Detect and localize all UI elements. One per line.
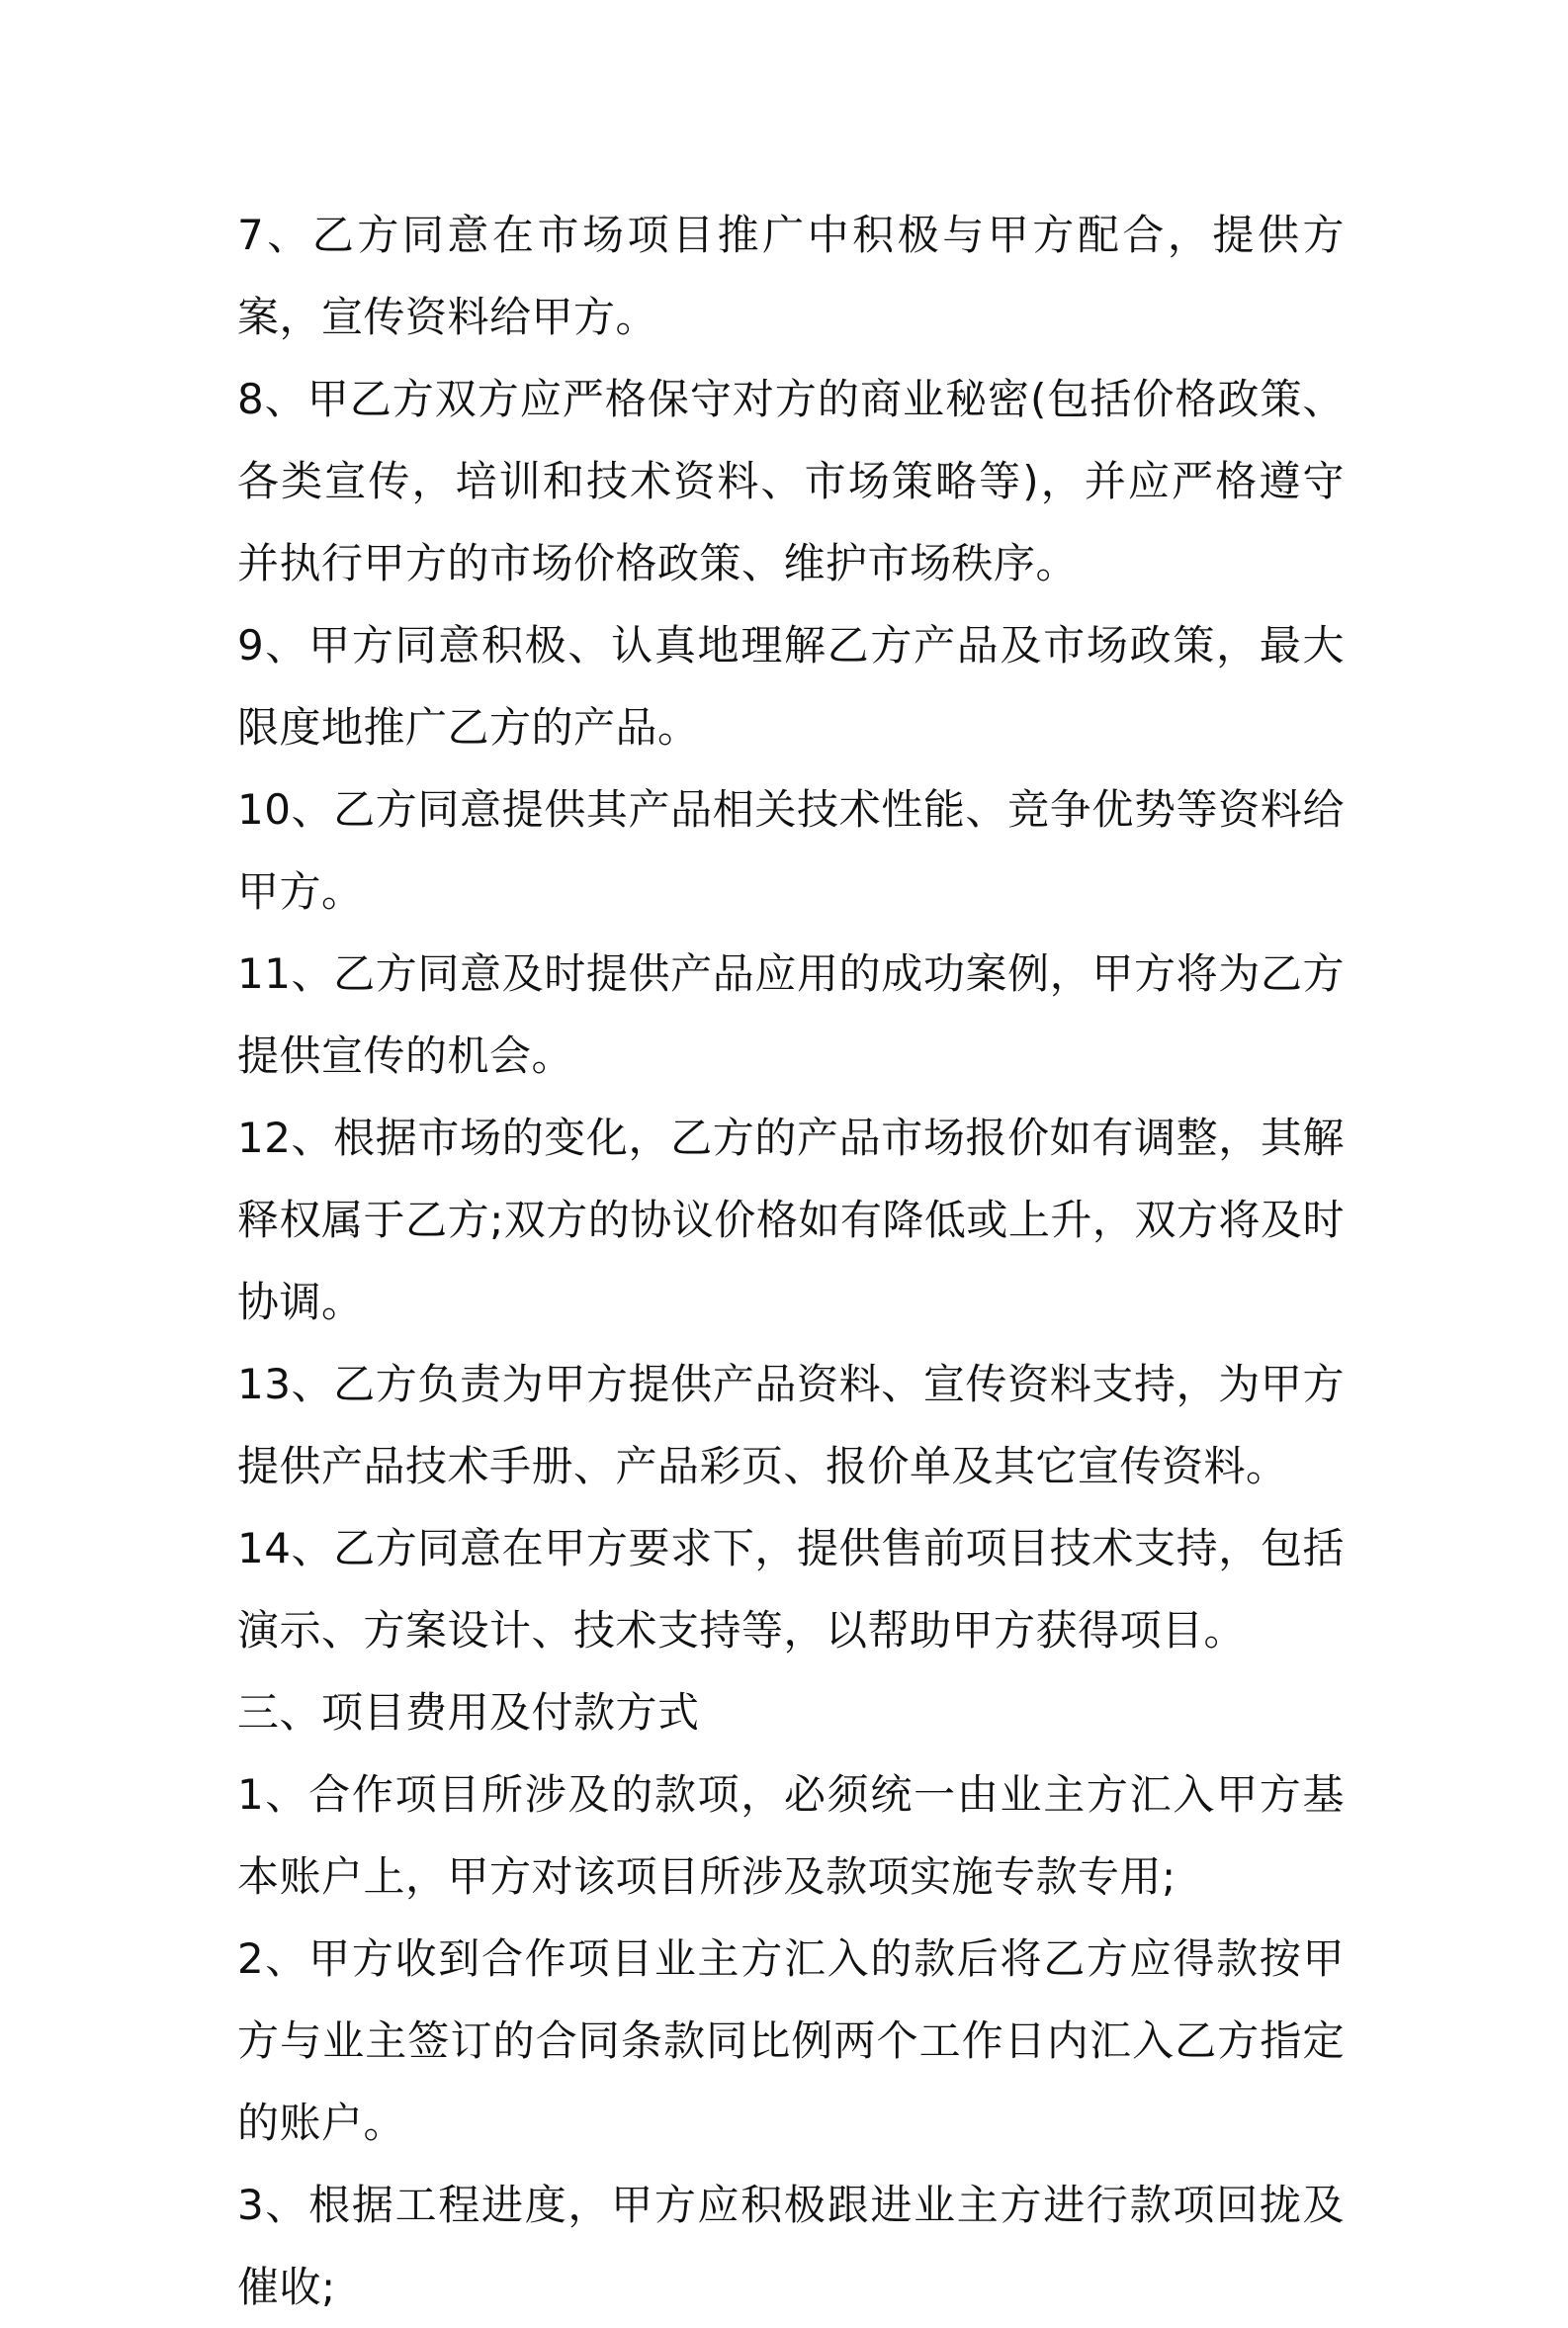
clause-12: 12、根据市场的变化，乙方的产品市场报价如有调整，其解释权属于乙方;双方的协议价格如有降低或上升，双方将及时协调。	[237, 1114, 1345, 1326]
payment-clause-1: 1、合作项目所涉及的款项，必须统一由业主方汇入甲方基本账户上，甲方对该项目所涉及款项实施专款专用;	[237, 1770, 1345, 1901]
clause-10: 10、乙方同意提供其产品相关技术性能、竞争优势等资料给甲方。	[237, 785, 1345, 916]
clause-8: 8、甲乙方双方应严格保守对方的商业秘密(包括价格政策、各类宣传，培训和技术资料、市场策略等)，并应严格遵守并执行甲方的市场价格政策、维护市场秩序。	[237, 375, 1345, 587]
clause-9: 9、甲方同意积极、认真地理解乙方产品及市场政策，最大限度地推广乙方的产品。	[237, 621, 1345, 752]
section-heading-3: 三、项目费用及付款方式	[237, 1688, 700, 1737]
clause-11: 11、乙方同意及时提供产品应用的成功案例，甲方将为乙方提供宣传的机会。	[237, 949, 1345, 1080]
clause-13: 13、乙方负责为甲方提供产品资料、宣传资料支持，为甲方提供产品技术手册、产品彩页、报价单及其它宣传资料。	[237, 1360, 1345, 1490]
payment-clause-3: 3、根据工程进度，甲方应积极跟进业主方进行款项回拢及催收;	[237, 2181, 1345, 2311]
clause-14: 14、乙方同意在甲方要求下，提供售前项目技术支持，包括演示、方案设计、技术支持等，以帮助甲方获得项目。	[237, 1524, 1345, 1655]
document-body	[237, 194, 1345, 2328]
clause-7: 7、乙方同意在市场项目推广中积极与甲方配合，提供方案，宣传资料给甲方。	[237, 211, 1345, 341]
payment-clause-2: 2、甲方收到合作项目业主方汇入的款后将乙方应得款按甲方与业主签订的合同条款同比例两个工作日内汇入乙方指定的账户。	[237, 1934, 1345, 2147]
